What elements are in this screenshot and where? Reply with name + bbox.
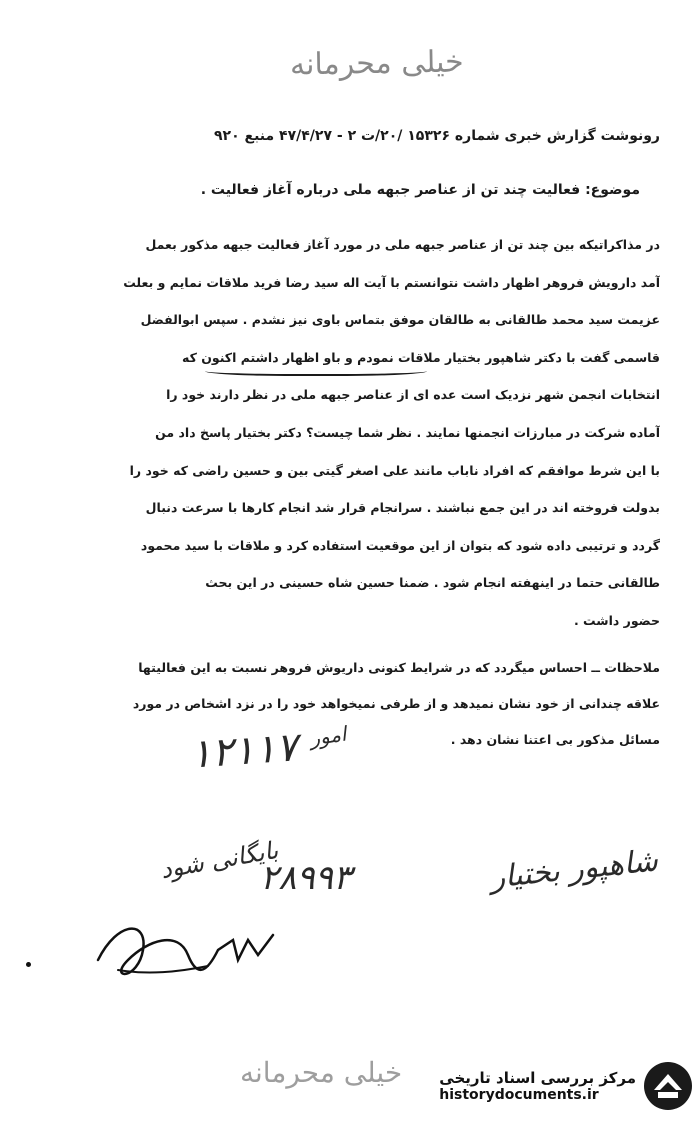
body-line: گردد و ترتیبی داده شود که بتوان از این موقعیت استفاده کرد و ملاقات با سید محمود bbox=[140, 537, 660, 553]
body-line: طالقانی حتما در اینهفته انجام شود . ضمنا حسین شاه حسینی در این بحث bbox=[205, 575, 660, 591]
body-line: در مذاکراتیکه بین چند تن از عناصر جبهه ملی در مورد آغاز فعالیت جبهه مذکور بعمل bbox=[145, 237, 660, 252]
note-line: ملاحظات ــ احساس میگردد که در شرایط کنونی داریوش فروهر نسبت به این فعالیتها bbox=[138, 660, 660, 675]
body-line: آماده شرکت در مبارزات انجمنها نمایند . نظر شما چیست؟ دکتر بختیار پاسخ داد من bbox=[155, 424, 660, 440]
report-body bbox=[20, 226, 660, 640]
signature-mark bbox=[88, 900, 288, 990]
body-line: آمد دارویش فروهر اظهار داشت نتوانستم با آیت اله سید رضا فرید ملاقات نمایم و بعلت bbox=[123, 274, 660, 290]
handwritten-signature-small: امور bbox=[308, 721, 348, 751]
note-line: مسائل مذکور بی اعتنا نشان دهد . bbox=[450, 732, 660, 747]
handwritten-underline bbox=[205, 364, 427, 376]
body-line: قاسمی گفت با دکتر شاهپور بختیار ملاقات نمودم و باو اظهار داشتم اکنون که bbox=[182, 349, 660, 365]
body-line: حضور داشت . bbox=[573, 612, 660, 628]
note-line: علاقه چندانی از خود نشان نمیدهد و از طرفی نمیخواهد خود را در نزد اشخاص در مورد bbox=[132, 696, 660, 711]
ink-dot bbox=[26, 962, 31, 967]
confidential-stamp-top: خیلی محرمانه bbox=[289, 44, 464, 83]
body-line: عزیمت سید محمد طالقانی به طالقان موفق بتماس باوی نیز نشدم . سپس ابوالفضل bbox=[140, 312, 660, 328]
handwritten-archive-note: بایگانی شود bbox=[158, 835, 281, 885]
watermark-url[interactable]: historydocuments.ir bbox=[439, 1087, 599, 1103]
body-line: انتخابات انجمن شهر نزدیک است عده ای از عناصر جبهه ملی در نظر دارند خود را bbox=[166, 387, 660, 403]
handwritten-name: شاهپور بختیار bbox=[488, 843, 660, 896]
archive-logo-icon bbox=[642, 1060, 694, 1112]
watermark-logo bbox=[439, 1060, 694, 1112]
body-line: با این شرط موافقم که افراد ناباب مانند علی اصغر گیتی بین و حسین راضی که خود را bbox=[129, 462, 660, 478]
document-subject: موضوع: فعالیت چند تن از عناصر جبهه ملی درباره آغاز فعالیت . bbox=[200, 182, 640, 198]
handwritten-number-2: ۲۸۹۹۳ bbox=[260, 858, 352, 898]
report-reference: رونوشت گزارش خبری شماره ۱۵۳۲۶ /۲۰/ت ۲ - ۴۷/۴/۲۷ منبع ۹۲۰ bbox=[213, 128, 660, 144]
body-line: بدولت فروخته اند در این جمع نباشند . سرانجام قرار شد انجام کارها با سرعت دنبال bbox=[145, 500, 660, 516]
watermark-name: مرکز بررسی اسناد تاریخی bbox=[439, 1069, 636, 1087]
confidential-stamp-bottom: خیلی محرمانه bbox=[240, 1056, 403, 1089]
handwritten-number-1: ۱۲۱۱۷ bbox=[188, 724, 299, 778]
